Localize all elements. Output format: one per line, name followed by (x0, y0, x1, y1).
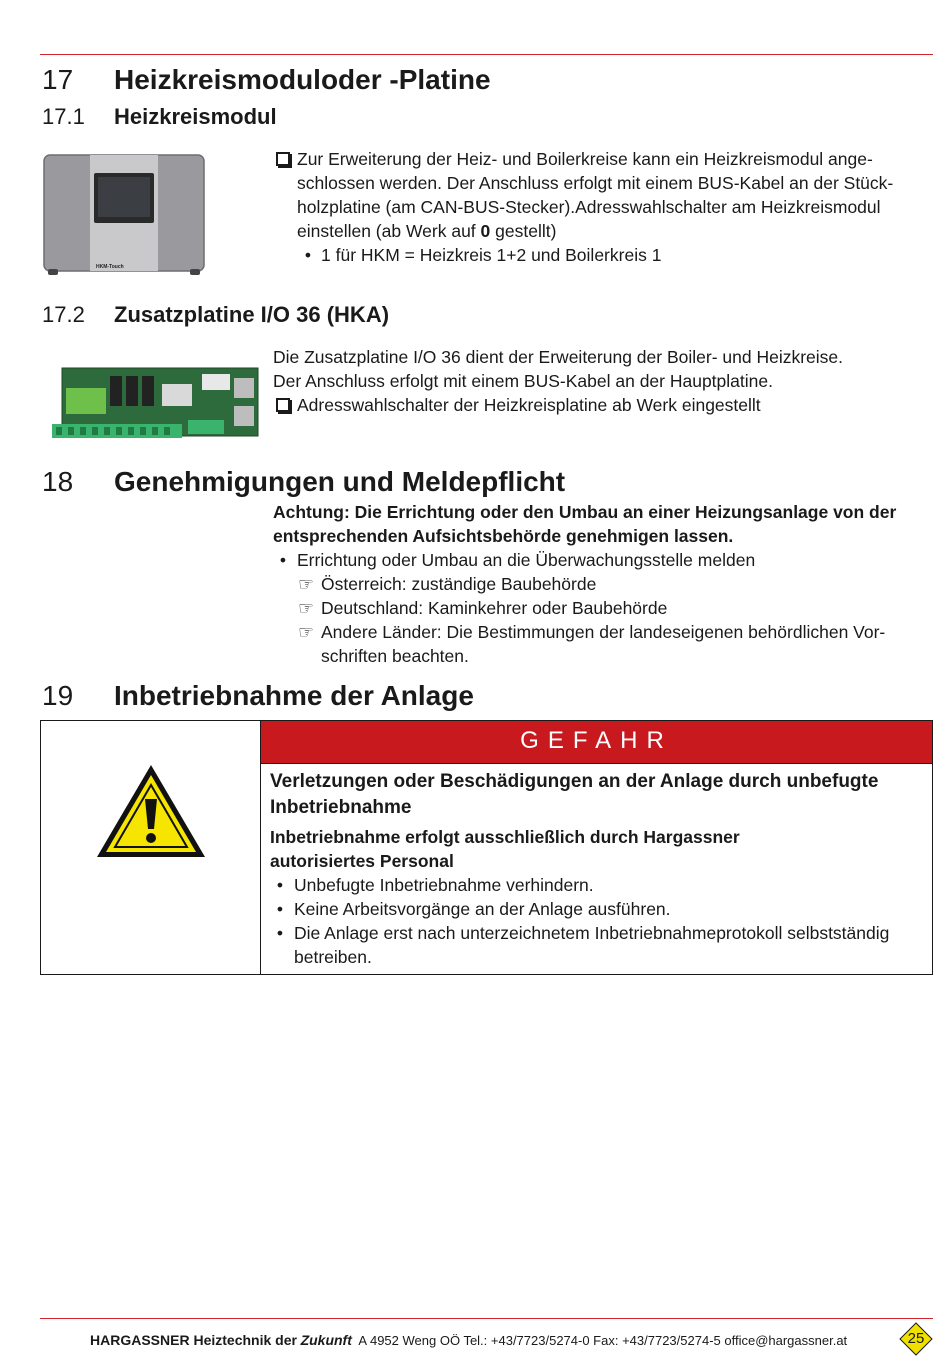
danger-icon-cell (41, 721, 261, 974)
list-item: • Unbefugte Inbetriebnahme verhindern. (270, 873, 922, 897)
list-item: ☞ Österreich: zuständige Baubehörde (273, 572, 935, 596)
danger-box (40, 720, 933, 975)
section-17-1-heading: 17.1 Heizkreismodul (42, 104, 277, 129)
bullet-icon: • (304, 245, 312, 265)
warning-triangle-icon (93, 761, 209, 861)
bullet-icon: • (276, 875, 284, 895)
pointing-hand-icon: ☞ (298, 622, 314, 642)
danger-header: GEFAHR (261, 721, 932, 764)
section-17-2-heading: 17.2 Zusatzplatine I/O 36 (HKA) (42, 302, 390, 327)
list-item: Zur Erweiterung der Heiz- und Boilerkreise kann ein Heizkreismodul ange- schlossen werden. Der Anschluss erfolgt mit einem BUS-Kabel an der Stück- holzplatine (am CAN-BUS-Stecker).Adresswahlschalter am Heizkreismodul einstellen (ab Werk auf 0 gestellt) (273, 147, 933, 243)
section-19-heading: 19 Inbetriebnahme der Anlage (42, 680, 474, 711)
page-number-badge (899, 1322, 933, 1356)
bullet-icon: • (276, 899, 284, 919)
section-17-2-text: Die Zusatzplatine I/O 36 dient der Erweiterung der Boiler- und Heizkreise. Der Anschluss erfolgt mit einem BUS-Kabel an der Hauptplatine. Adresswahlschalter der Heizkreisplatine ab Werk eingestellt (273, 345, 933, 417)
section-18-text: Achtung: Die Errichtung oder den Umbau an einer Heizungsanlage von der entsprechenden Aufsichtsbehörde genehmigen lassen. • Errichtung oder Umbau an die Überwachungsstelle melden ☞ Österreich: zuständige Baubehörde ☞ Deutschland: Kaminkehrer oder Baubehörde ☞ Andere Länder: Die Bestimmungen der landeseigenen behördlichen Vor- schriften beachten. (273, 500, 935, 668)
list-item: ☞ Andere Länder: Die Bestimmungen der landeseigenen behördlichen Vor- schriften beachten. (273, 620, 935, 668)
pointing-hand-icon: ☞ (298, 574, 314, 594)
section-17-1-text (273, 147, 933, 267)
footer: HARGASSNER Heiztechnik der Zukunft A 4952 Weng OÖ Tel.: +43/7723/5274-0 Fax: +43/7723/5274-5 office@hargassner.at (90, 1332, 848, 1348)
list-item: • Keine Arbeitsvorgänge an der Anlage ausführen. (270, 897, 922, 921)
pointing-hand-icon: ☞ (298, 598, 314, 618)
page-number: 25 (907, 1330, 925, 1347)
danger-body: Verletzungen oder Beschädigungen an der Anlage durch unbefugte Inbetriebnahme Inbetriebnahme erfolgt ausschließlich durch Hargassner autorisiertes Personal • Unbefugte Inbetriebnahme verhindern. • Keine Arbeitsvorgänge an der Anlage ausführen. • Die Anlage erst nach unterzeichnetem Inbetriebnahmeprotokoll selbstständig betreiben. (270, 769, 922, 969)
section-18-heading: 18 Genehmigungen und Meldepflicht (42, 466, 566, 497)
list-item: • Die Anlage erst nach unterzeichnetem Inbetriebnahmeprotokoll selbstständig betreiben. (270, 921, 922, 969)
bullet-icon: • (276, 923, 284, 943)
zusatzplatine-image (52, 364, 260, 448)
header-rule (40, 54, 933, 55)
checkbox-square-icon (273, 147, 293, 171)
list-item: • Errichtung oder Umbau an die Überwachungsstelle melden (273, 548, 935, 572)
heizkreismodul-image (42, 153, 206, 277)
checkbox-square-icon (273, 393, 293, 417)
list-item: Adresswahlschalter der Heizkreisplatine ab Werk eingestellt (273, 393, 933, 417)
danger-title: Verletzungen oder Beschädigungen an der Anlage durch unbefugte Inbetriebnahme (270, 771, 879, 818)
footer-rule (40, 1318, 933, 1319)
list-item: ☞ Deutschland: Kaminkehrer oder Baubehörde (273, 596, 935, 620)
hkm-touch-label: HKM-Touch (96, 264, 124, 270)
list-item: • 1 für HKM = Heizkreis 1+2 und Boilerkreis 1 (273, 243, 933, 267)
section-17-heading: 17 Heizkreismoduloder -Platine (42, 64, 491, 95)
bullet-icon: • (279, 550, 287, 570)
